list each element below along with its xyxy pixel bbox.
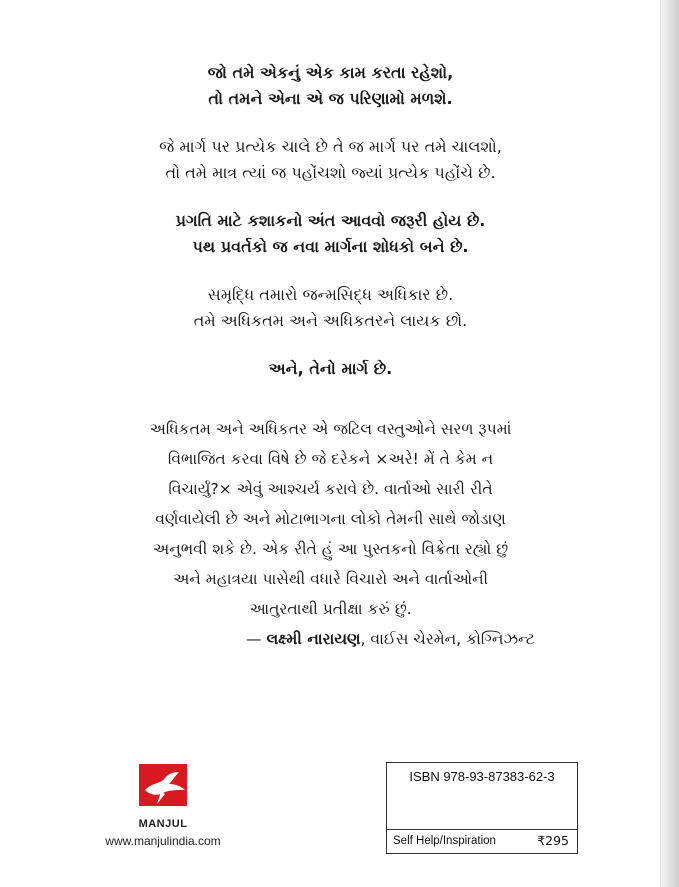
endorsement-quote (0, 414, 661, 654)
book-spine (661, 0, 679, 887)
stanza-1 (0, 60, 661, 112)
attribution-name: લક્ષ્મી નારાયણ (266, 630, 361, 648)
manjul-logo-icon (135, 760, 191, 816)
quote-line: વિચાર્યું?× એવું આશ્ચર્ય કરાવે છે. વાર્તાઓ સારી રીતે (168, 480, 493, 498)
quote-line: અધિકતમ અને અધિકતર એ જટિલ વસ્તુઓને સરળ રૂપમાં (149, 420, 512, 438)
isbn-box (386, 762, 578, 854)
stanza-2 (0, 134, 661, 186)
stanza-line: તો તમને એના એ જ પરિણામો મળશે. (208, 89, 453, 108)
stanza-line: પથ પ્રવર્તકો જ નવા માર્ગના શોધકો બને છે. (192, 237, 469, 256)
stanza-line: તમે અધિકતમ અને અધિકતરને લાયક છો. (193, 311, 468, 330)
attribution-dash: — (246, 630, 267, 648)
back-cover-text (0, 60, 661, 654)
closing-line: અને, તેનો માર્ગ છે. (268, 359, 393, 378)
stanza-line: જો તમે એકનું એક કામ કરતા રહેશો, (207, 63, 454, 82)
stanza-line: સમૃદ્ધિ તમારો જન્મસિદ્ધ અધિકાર છે. (207, 285, 454, 304)
publisher-block (88, 760, 238, 848)
stanza-4 (0, 282, 661, 334)
stanza-3 (0, 208, 661, 260)
quote-line: વર્ણવાયેલી છે અને મોટાભાગના લોકો તેમની સાથે જોડાણ (155, 510, 506, 528)
stanza-line: તો તમે માત્ર ત્યાં જ પહોંચશો જ્યાં પ્રત્યેક પહોંચે છે. (165, 163, 496, 182)
stanza-line: પ્રગતિ માટે કશાકનો અંત આવવો જરૂરી હોય છે. (175, 211, 486, 230)
quote-line: આતુરતાથી પ્રતીક્ષા કરું છું. (249, 600, 412, 618)
closing-stanza (0, 356, 661, 382)
quote-line: અને મહાત્રયા પાસેથી વધારે વિચારો અને વાર્તાઓની (172, 570, 489, 588)
quote-line: અનુભવી શકે છે. એક રીતે હું આ પુસ્તકનો વિક્રેતા રહ્યો છું (152, 540, 509, 558)
isbn-number: ISBN 978-93-87383-62-3 (409, 769, 555, 784)
publisher-website: www.manjulindia.com (105, 834, 221, 848)
barcode-area (387, 789, 577, 830)
attribution-title: , વાઈસ ચેરમેન, કોગ્નિઝન્ટ (360, 630, 535, 648)
stanza-line: જે માર્ગ પર પ્રત્યેક ચાલે છે તે જ માર્ગ પર તમે ચાલશો, (159, 137, 502, 156)
quote-attribution (120, 624, 661, 654)
book-price: ₹295 (537, 833, 569, 848)
quote-line: વિભાજિત કરવા વિષે છે જે દરેકને ×અરે! મેં તે કેમ ન (167, 450, 494, 468)
book-category: Self Help/Inspiration (393, 835, 496, 847)
publisher-logo-text: MANJUL (138, 818, 188, 830)
